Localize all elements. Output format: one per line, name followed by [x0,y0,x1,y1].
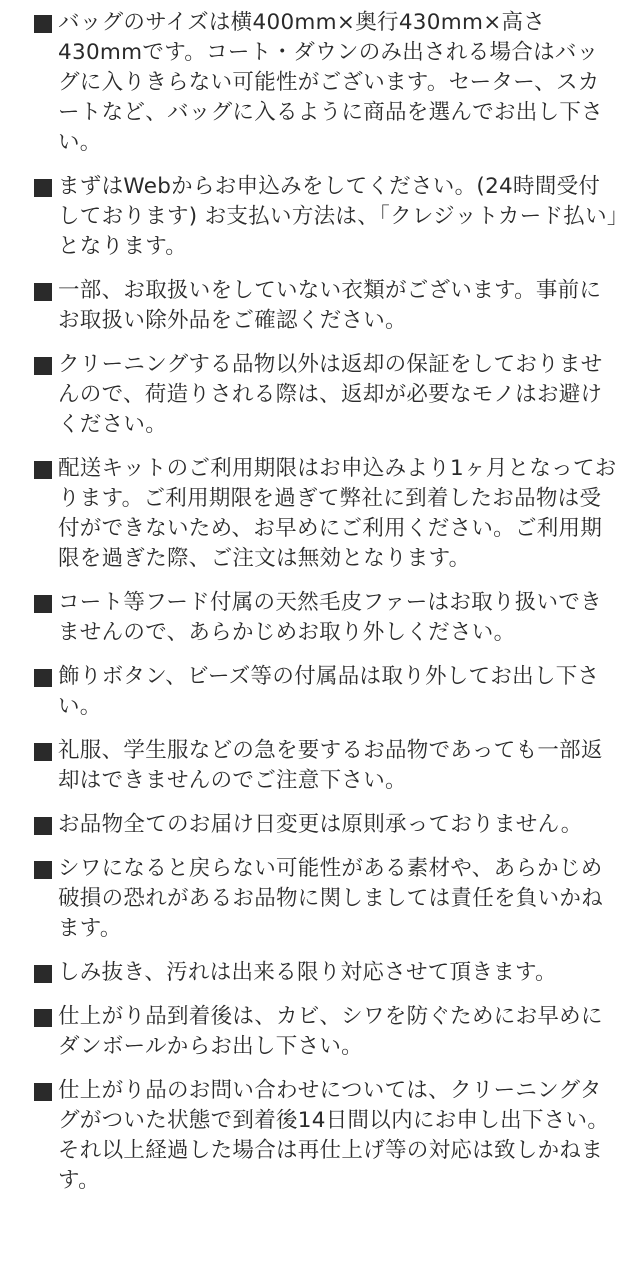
notice-text: しみ抜き、汚れは出来る限り対応させて頂きます。 [58,960,557,985]
square-bullet-icon [34,461,52,479]
notice-item-liability [34,854,618,944]
notice-text: 配送キットのご利用期限はお申込みより1ヶ月となっております。ご利用期限を過ぎて弊社に到着したお品物は受付ができないため、お早めにご利用ください。ご利用期限を過ぎた際、ご注文は無効となります。 [58,456,617,571]
notice-item-excluded-items [34,276,618,336]
notice-text: 仕上がり品のお問い合わせについては、クリーニングタグがついた状態で到着後14日間以内にお申し出下さい。それ以上経過した場合は再仕上げ等の対応は致しかねます。 [58,1078,610,1193]
square-bullet-icon [34,357,52,375]
notice-item-inquiries [34,1076,618,1196]
square-bullet-icon [34,1083,52,1101]
notice-text: シワになると戻らない可能性がある素材や、あらかじめ破損の恐れがあるお品物に関しましては責任を負いかねます。 [58,856,604,941]
notice-text: 仕上がり品到着後は、カビ、シワを防ぐためにお早めにダンボールからお出し下さい。 [58,1004,603,1059]
notice-text: 礼服、学生服などの急を要するお品物であっても一部返却はできませんのでご注意下さい。 [58,738,603,793]
notice-text: クリーニングする品物以外は返却の保証をしておりませんので、荷造りされる際は、返却が必要なモノはお避けください。 [58,352,603,437]
square-bullet-icon [34,861,52,879]
square-bullet-icon [34,15,52,33]
notice-item-accessories [34,662,618,722]
notice-text: お品物全てのお届け日変更は原則承っておりません。 [58,812,583,837]
square-bullet-icon [34,669,52,687]
square-bullet-icon [34,817,52,835]
notice-item-kit-expiry [34,454,618,574]
square-bullet-icon [34,179,52,197]
notice-text: 飾りボタン、ビーズ等の付属品は取り外してお出し下さい。 [58,664,600,719]
notice-item-web-application [34,172,618,262]
square-bullet-icon [34,283,52,301]
notice-item-fur [34,588,618,648]
square-bullet-icon [34,1009,52,1027]
notice-text: コート等フード付属の天然毛皮ファーはお取り扱いできませんので、あらかじめお取り外しください。 [58,590,602,645]
square-bullet-icon [34,743,52,761]
notice-item-return-guarantee [34,350,618,440]
notice-item-delivery-date [34,810,618,840]
notice-item-unpacking [34,1002,618,1062]
square-bullet-icon [34,965,52,983]
square-bullet-icon [34,595,52,613]
notice-item-bag-size [34,8,618,158]
notice-text: 一部、お取扱いをしていない衣類がございます。事前にお取扱い除外品をご確認ください。 [58,278,602,333]
notice-text: バッグのサイズは横400mm×奥行430mm×高さ430mmです。コート・ダウンのみ出される場合はバッグに入りきらない可能性がございます。セーター、スカートなど、バッグに入るように商品を選んでお出し下さい。 [58,10,604,155]
notice-text: まずはWebからお申込みをしてください。(24時間受付しております) お支払い方法は、「クレジットカード払い」となります。 [58,174,618,259]
notice-item-stain-removal [34,958,618,988]
notice-item-partial-return [34,736,618,796]
